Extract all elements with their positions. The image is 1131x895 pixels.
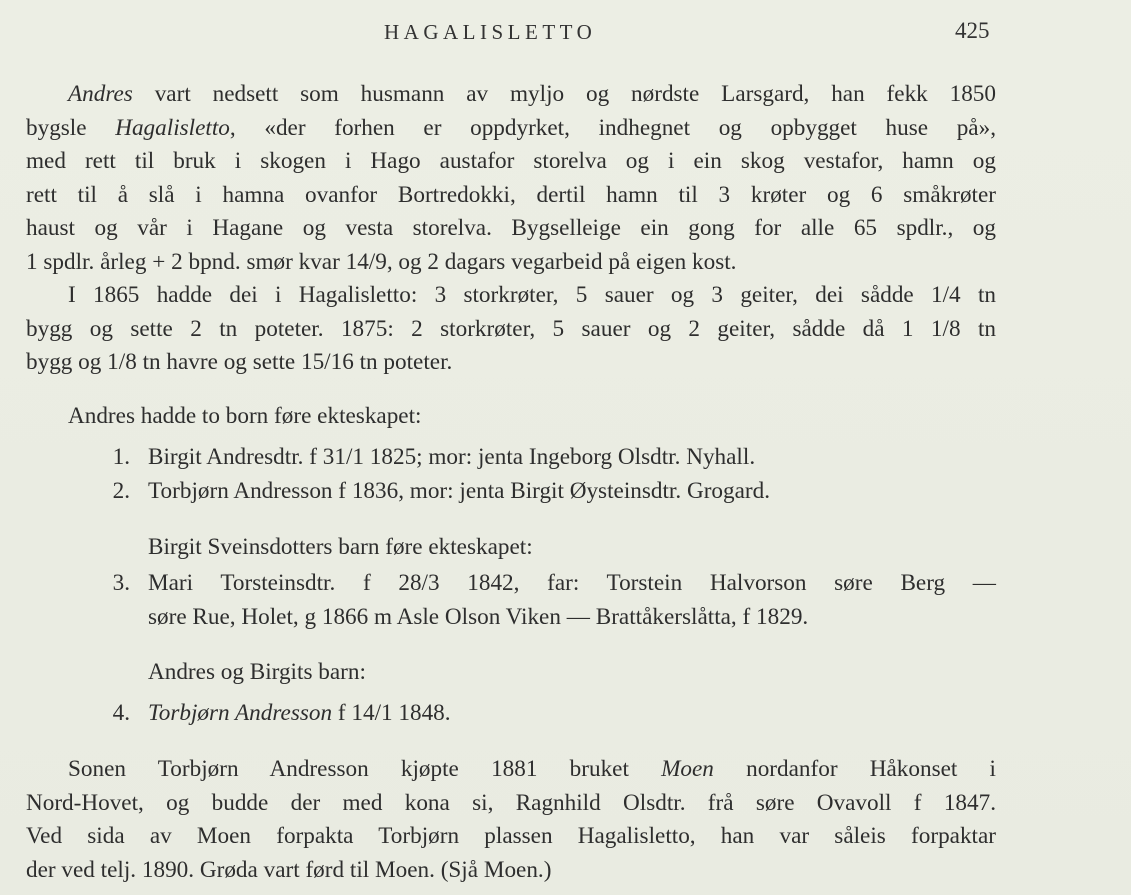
list-number: 4.: [112, 700, 130, 726]
para1-line-2-b: , «der forhen er oppdyrket, indhegnet og opbygget huse på»,: [229, 114, 996, 141]
para1-line-6: 1 spdlr. årleg + 2 bpnd. smør kvar 14/9, og 2 dagars vegarbeid på eigen kost.: [26, 248, 737, 275]
para1-line-3: med rett til bruk i skogen i Hago austafor storelva og i ein skog vestafor, hamn og: [26, 148, 996, 174]
para1-line-1-text: vart nedsett som husmann av myljo og nørdste Larsgard, han fekk 1850: [132, 81, 996, 107]
list-text: Birgit Andresdtr. f 31/1 1825; mor: jenta Ingeborg Olsdtr. Nyhall.: [148, 444, 756, 470]
para3-line-1-a: Sonen Torbjørn Andresson kjøpte 1881 bruket: [68, 756, 662, 782]
para1-line-2-a: bygsle: [26, 114, 116, 141]
para3-line-4: der ved telj. 1890. Grøda vart førd til Moen. (Sjå Moen.): [26, 856, 552, 883]
children-sub-intro-1: Birgit Sveinsdotters barn føre ekteskapet:: [148, 534, 533, 560]
running-title: HAGALISLETTO: [384, 20, 597, 44]
list-number: 1.: [112, 444, 130, 470]
list-text: Torbjørn Andresson f 1836, mor: jenta Birgit Øysteinsdtr. Grogard.: [148, 478, 771, 504]
para1-line-4: rett til å slå i hamna ovanfor Bortredokki, dertil hamn til 3 krøter og 6 småkrøter: [26, 181, 996, 208]
list-item-1: [106, 441, 755, 475]
para3-line-1-b: nordanfor Håkonset i: [713, 756, 996, 782]
para3-line-3: Ved sida av Moen forpakta Torbjørn plassen Hagalisletto, han var såleis forpaktar: [26, 823, 996, 849]
list-number: 3.: [112, 570, 130, 596]
list-text: [106, 700, 451, 726]
list-text-line-1: Mari Torsteinsdtr. f 28/3 1842, far: Torstein Halvorson søre Berg —: [148, 570, 996, 596]
list-text-line-2: søre Rue, Holet, g 1866 m Asle Olson Viken — Brattåkerslåtta, f 1829.: [148, 603, 809, 630]
page-number: 425: [955, 18, 990, 43]
list-item-3: [106, 567, 996, 634]
para1-line-5: haust og vår i Hagane og vesta storelva. Bygselleige ein gong for alle 65 spdlr., og: [26, 215, 996, 241]
para2-line-3: bygg og 1/8 tn havre og sette 15/16 tn poteter.: [26, 349, 453, 375]
list-text-rest: f 14/1 1848.: [332, 700, 451, 726]
paragraph-2: [26, 279, 996, 380]
children-intro: Andres hadde to born føre ekteskapet:: [68, 403, 422, 429]
para1-line-1: [26, 78, 996, 112]
place-moen: Moen: [661, 756, 714, 782]
para3-line-1: [26, 753, 996, 787]
paragraph-1: [26, 78, 996, 279]
place-hagalisletto: Hagalisletto: [115, 114, 230, 141]
para3-line-2: Nord-Hovet, og budde der med kona si, Ragnhild Olsdtr. frå søre Ovavoll f 1847.: [26, 789, 996, 816]
para2-line-2: bygg og sette 2 tn poteter. 1875: 2 storkrøter, 5 sauer og 2 geiter, sådde då 1 1/8 tn: [26, 315, 996, 342]
list-item-4: [106, 697, 451, 731]
children-sub-intro-2: Andres og Birgits barn:: [148, 659, 366, 685]
name-torbjorn: Torbjørn Andresson: [148, 700, 333, 726]
paragraph-3: [26, 753, 996, 887]
para1-line-2: [26, 112, 996, 146]
name-andres: Andres: [68, 81, 133, 107]
list-item-2: [106, 475, 770, 509]
para2-line-1: I 1865 hadde dei i Hagalisletto: 3 storkrøter, 5 sauer og 3 geiter, dei sådde 1/4 tn: [68, 282, 996, 308]
list-number: 2.: [112, 478, 130, 504]
